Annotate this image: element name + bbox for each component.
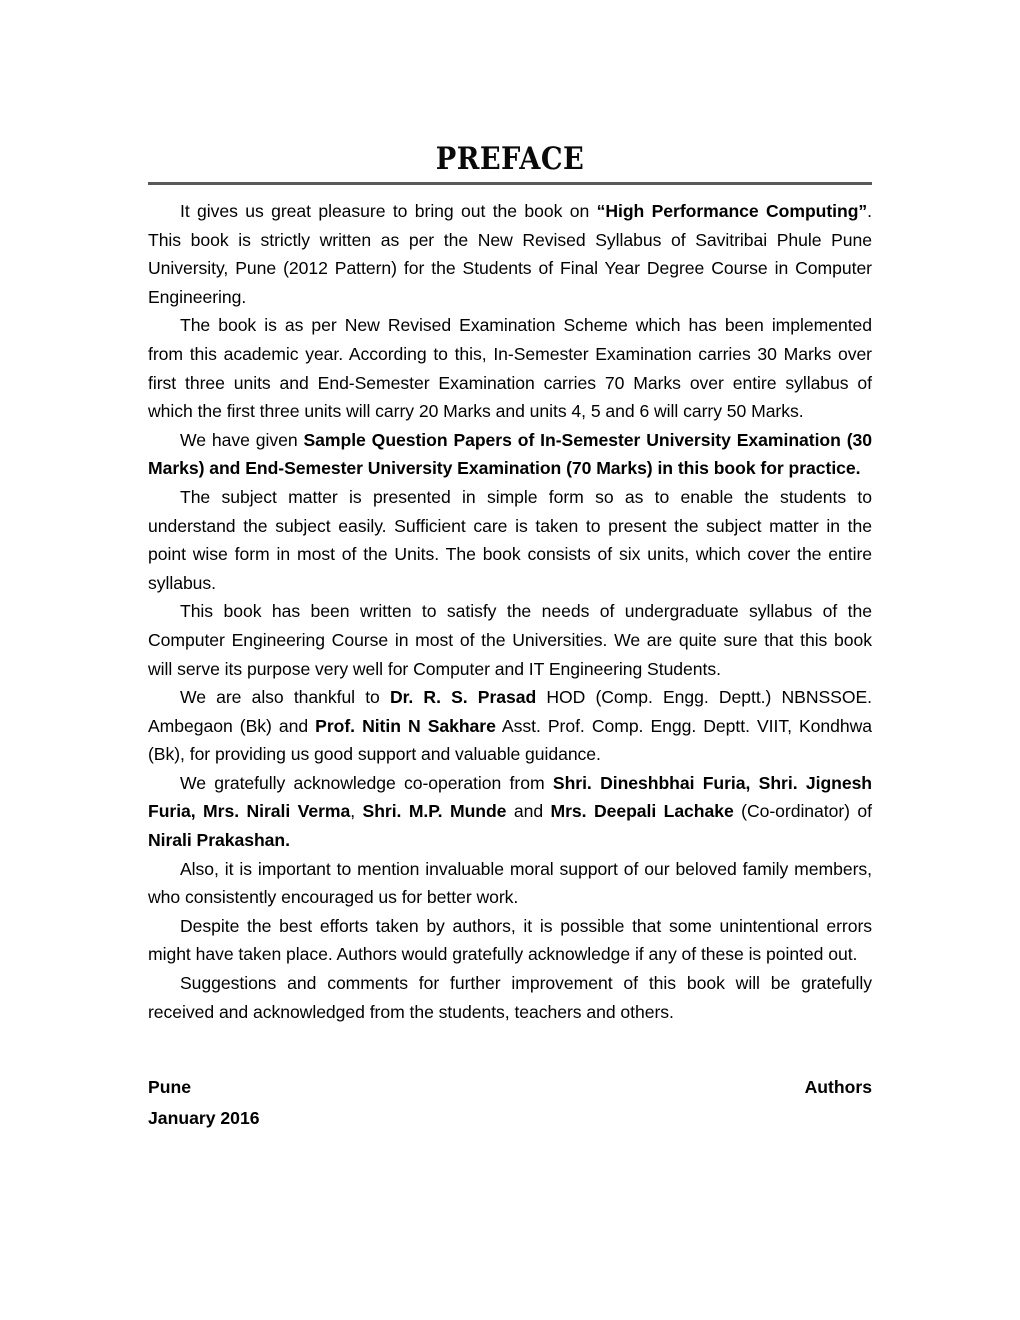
emphasis-text: “High Performance Computing” — [596, 201, 868, 221]
paragraph — [148, 969, 872, 1026]
emphasis-text: Mrs. Deepali Lachake — [550, 801, 734, 822]
emphasis-text: Shri. Dineshbhai Furia, Shri. Jignesh Furia, Mrs. Nirali Verma — [148, 772, 872, 822]
body-run: The book is as per New Revised Examination Scheme which has been implemented from this academic year. According to this, In-Semester Examination carries 30 Marks over first three units and End-Semester Examination carries 70 Marks over entire syllabus of which the first three units will carry 20 Marks and units 4, 5 and 6 will carry 50 Marks. — [148, 315, 872, 422]
body-run: and — [506, 801, 551, 822]
body-run: It gives us great pleasure to bring out the book on — [180, 201, 597, 221]
body-run: We gratefully acknowledge co-operation from — [180, 772, 553, 793]
emphasis-text: Prof. Nitin N Sakhare — [315, 715, 496, 736]
body-run: . This book is strictly written as per the New Revised Syllabus of Savitribai Phule Pune University, Pune (2012 Pattern) for the Students of Final Year Degree Course in Computer Engineering. — [148, 201, 872, 307]
emphasis-text: Sample Question Papers of In-Semester University Examination (30 Marks) and End-Semester University Examination (70 Marks) in this book for practice. — [148, 429, 872, 479]
page-content — [148, 140, 872, 1134]
title-divider — [148, 182, 872, 185]
paragraph — [148, 483, 872, 597]
page-title: PREFACE — [435, 141, 585, 177]
paragraph — [148, 683, 872, 769]
body-run: (Co-ordinator) of — [733, 801, 872, 822]
signature-authors: Authors — [804, 1077, 872, 1098]
body-run: We are also thankful to — [180, 687, 390, 708]
body-run: Suggestions and comments for further improvement of this book will be gratefully received and acknowledged from the students, teachers and others. — [148, 973, 872, 1022]
preface-body — [148, 197, 872, 1026]
body-run: Despite the best efforts taken by authors, it is possible that some unintentional errors might have taken place. Authors would gratefully acknowledge if any of these is pointed out. — [148, 915, 872, 965]
signature-block — [148, 1072, 872, 1134]
body-run: Also, it is important to mention invaluable moral support of our beloved family members, who consistently encouraged us for better work. — [148, 858, 872, 908]
paragraph — [148, 426, 872, 483]
paragraph — [148, 769, 872, 855]
signature-place: Pune — [148, 1077, 192, 1098]
signature-row-place — [148, 1072, 872, 1103]
body-run: The subject matter is presented in simple form so as to enable the students to understand the subject easily. Sufficient care is taken to present the subject matter in the point wise form in most of the Units. The book consists of six units, which cover the entire syllabus. — [148, 486, 872, 593]
emphasis-text: Shri. M.P. Munde — [362, 801, 507, 822]
body-run: Asst. Prof. Comp. Engg. Deptt. VIIT, Kondhwa (Bk), for providing us good support and valuable guidance. — [148, 715, 873, 765]
paragraph — [148, 912, 872, 969]
body-run: HOD (Comp. Engg. Deptt.) NBNSSOE. Ambegaon (Bk) and — [148, 687, 873, 736]
signature-date: January 2016 — [148, 1108, 260, 1129]
body-run: We have given — [180, 429, 304, 450]
emphasis-text: Nirali Prakashan. — [148, 830, 290, 851]
paragraph — [148, 197, 872, 311]
paragraph — [148, 597, 872, 683]
body-run: , — [350, 801, 363, 822]
body-run: This book has been written to satisfy the needs of undergraduate syllabus of the Computer Engineering Course in most of the Universities. We are quite sure that this book will serve its purpose very well for Computer and IT Engineering Students. — [148, 601, 872, 679]
paragraph — [148, 311, 872, 425]
paragraph — [148, 855, 872, 912]
emphasis-text: Dr. R. S. Prasad — [389, 687, 537, 708]
